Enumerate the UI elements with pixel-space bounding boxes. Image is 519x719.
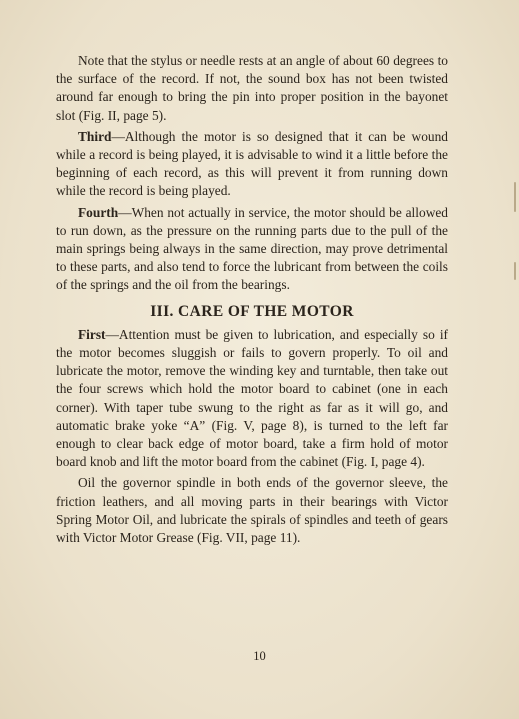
section-heading: III. CARE OF THE MOTOR xyxy=(150,302,354,320)
paragraph-first xyxy=(56,326,448,472)
paragraph-fourth xyxy=(56,204,448,295)
paragraph-text: —Although the motor is so designed that it can be wound while a record is being played, it is advisable to wind it a little before the beginning of each record, as this will prevent it from running down while the record is being played. xyxy=(56,128,448,199)
paragraph-oil-governor xyxy=(56,474,448,547)
paragraph-text: Oil the governor spindle in both ends of the governor sleeve, the friction leathers, and all moving parts in their bearings with Victor Spring Motor Oil, and lubricate the spirals of spindles and teeth of gears with Victor Motor Grease (Fig. VII, page 11). xyxy=(56,475,448,546)
paragraph-text: Note that the stylus or needle rests at an angle of about 60 degrees to the surface of the record. If not, the sound box has not been twisted around far enough to bring the pin into proper position in the bayonet slot (Fig. II, page 5). xyxy=(56,53,448,123)
page-body xyxy=(56,52,448,547)
page-number: 10 xyxy=(253,649,266,663)
paragraph-stylus-note xyxy=(56,52,448,125)
paragraph-third xyxy=(56,128,448,201)
paragraph-text: —Attention must be given to lubrication, and especially so if the motor becomes sluggish or fails to govern properly. To oil and lubricate the motor, remove the winding key and turntable, then take out the four screws which hold the motor board to cabinet (one in each corner). With taper tube swung to the right as far as it will go, and automatic brake yoke “A” (Fig. V, page 8), is turned to the left far enough to clear back edge of motor board, take a firm hold of motor board knob and lift the motor board from the cabinet (Fig. I, page 4). xyxy=(56,326,448,470)
paragraph-lead: First xyxy=(78,326,106,342)
page-edge-mark xyxy=(514,262,516,280)
paragraph-lead: Third xyxy=(78,128,112,144)
paragraph-lead: Fourth xyxy=(78,204,119,220)
page-edge-mark xyxy=(514,182,516,212)
paragraph-text: —When not actually in service, the motor should be allowed to run down, as the pressure on the running parts due to the pull of the main springs being always in the same direction, may prove detrimental to these parts, and also tend to force the lubricant from between the coils of the springs and the oil from the bearings. xyxy=(56,204,448,293)
